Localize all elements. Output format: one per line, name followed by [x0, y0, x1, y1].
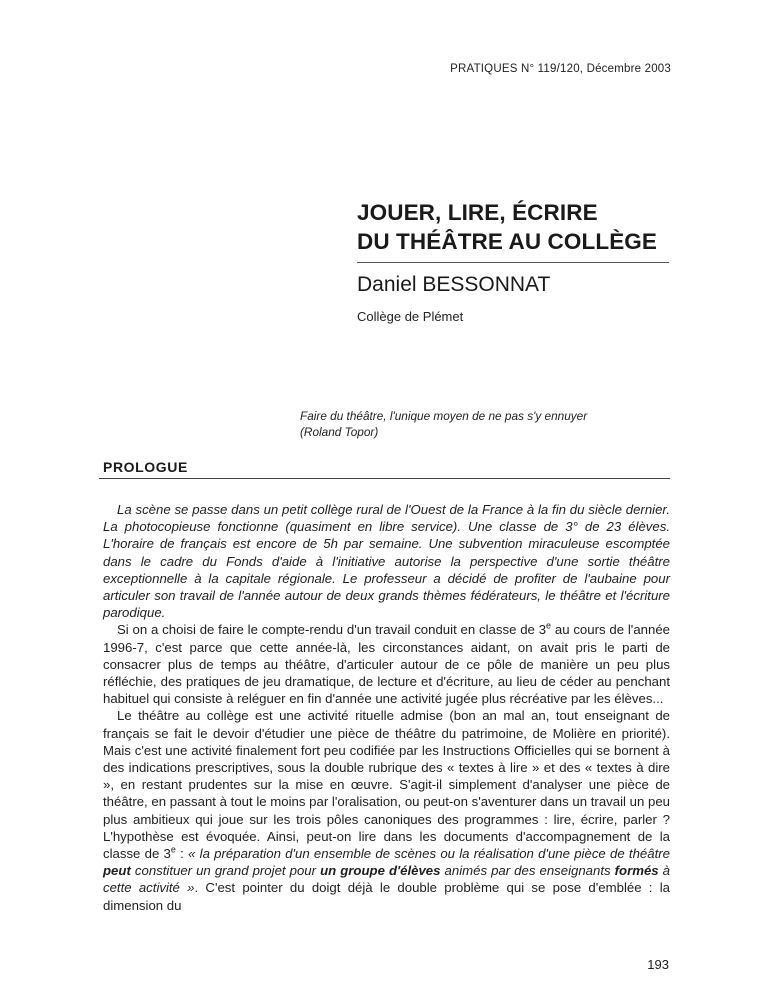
- epigraph-quote: Faire du théâtre, l'unique moyen de ne pas s'y ennuyer: [300, 409, 588, 423]
- superscript: e: [170, 844, 176, 855]
- quote-part-1: « la préparation d'un ensemble de scènes ou la réalisation d'une pièce de théâtre: [188, 846, 670, 862]
- section-title: PROLOGUE: [103, 459, 188, 475]
- page-number: 193: [647, 957, 669, 972]
- title-line-2: DU THÉÂTRE AU COLLÈGE: [357, 229, 658, 254]
- quote-emphasis-3: formés: [614, 863, 659, 879]
- author-name: Daniel BESSONNAT: [357, 273, 551, 296]
- section-heading: [99, 459, 670, 479]
- superscript: e: [546, 621, 552, 632]
- title-line-1: JOUER, LIRE, ÉCRIRE: [357, 200, 598, 225]
- running-header: PRATIQUES N° 119/120, Décembre 2003: [450, 63, 671, 75]
- quote-emphasis-1: peut: [103, 863, 131, 879]
- paragraph-3-text-c: . C'est pointer du doigt déjà le double problème qui se pose d'emblée : la dimension du: [103, 880, 670, 913]
- title-block: [357, 198, 669, 324]
- quote-part-2: constituer un grand projet pour: [130, 863, 321, 879]
- article-title: [357, 198, 669, 256]
- quote-part-4: à cette activité »: [103, 863, 671, 896]
- paragraph-2-text-b: au cours de l'année 1996-7, c'est parce que cette année-là, les circonstances aidant, on avait pris le parti de consacrer plus de temps au théâtre, d'articuler autour de ce pôle de manière un peu plus réfléchie, des pratiques de jeu dramatique, de lecture et d'écriture, au lieu de céder au penchant habituel qui consiste à reléguer en fin d'année une activité jugée plus récréative par les élèves...: [103, 622, 670, 707]
- paragraph-3: [103, 707, 670, 913]
- quote-part-3: animés par des enseignants: [440, 863, 615, 879]
- quote-emphasis-2: un groupe d'élèves: [320, 863, 441, 879]
- paragraph-2-text-a: Si on a choisi de faire le compte-rendu d'un travail conduit en classe de 3: [117, 622, 547, 638]
- section-divider: [99, 478, 670, 479]
- epigraph: [300, 408, 669, 440]
- paragraph-2: [103, 621, 670, 707]
- author-affiliation: Collège de Plémet: [357, 309, 464, 324]
- title-divider: [357, 262, 669, 263]
- body-text: [103, 501, 670, 914]
- prologue-paragraph: La scène se passe dans un petit collège rural de l'Ouest de la France à la fin du siècle dernier. La photocopieuse fonctionne (quasiment en libre service). Une classe de 3° de 23 élèves. L'horaire de français est encore de 5h par semaine. Une subvention miraculeuse escomptée dans le cadre du Fonds d'aide à l'initiative autorise la perspective d'une sortie théâtre exceptionnelle à la capitale régionale. Le professeur a décidé de profiter de l'aubaine pour articuler son travail de l'année autour de deux grands thèmes fédérateurs, le théâtre et l'écriture parodique.: [103, 502, 670, 621]
- epigraph-attribution: (Roland Topor): [300, 425, 379, 439]
- paragraph-3-text-a: Le théâtre au collège est une activité rituelle admise (bon an mal an, tout enseignant de français se fait le devoir d'étudier une pièce de théâtre du patrimoine, de Molière en priorité). Mais c'est une activité finalement fort peu codifiée par les Instructions Officielles qui se bornent à des indications prescriptives, sous la double rubrique des « textes à lire » et des « textes à dire », en restant prudentes sur la mise en œuvre. S'agit-il simplement d'analyser une pièce de théâtre, en passant à tout le moins par l'oralisation, ou peut-on s'aventurer dans un travail un peu plus ambitieux qui joue sur les trois pôles canoniques des programmes : lire, écrire, parler ? L'hypothèse est évoquée. Ainsi, peut-on lire dans les documents d'accompagnement de la classe de 3: [103, 708, 670, 862]
- paragraph-3-text-b: :: [175, 846, 189, 862]
